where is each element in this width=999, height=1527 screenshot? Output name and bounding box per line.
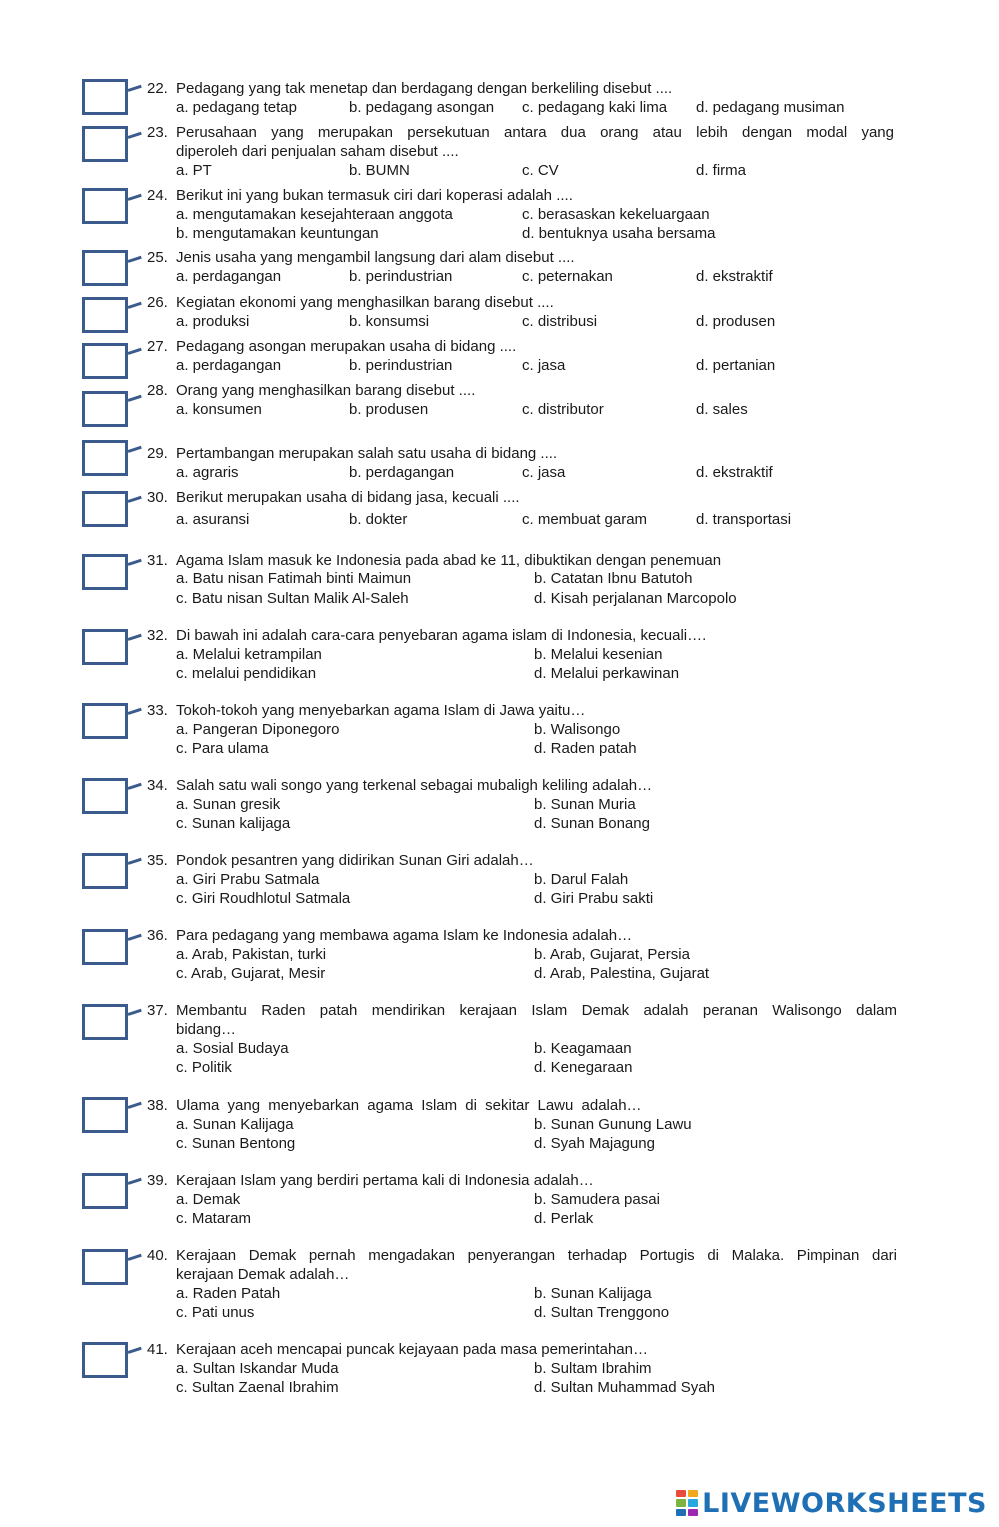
answer-box-40[interactable] [82, 1249, 128, 1285]
question-text: Berikut merupakan usaha di bidang jasa, kecuali .... [176, 489, 520, 506]
question-text: Pertambangan merupakan salah satu usaha di bidang .... [176, 445, 558, 462]
option-b: b. pedagang asongan [349, 99, 495, 116]
option-a: a. mengutamakan kesejahteraan anggota [176, 206, 453, 223]
question-text: Para pedagang yang membawa agama Islam ke Indonesia adalah… [176, 927, 633, 944]
option-d: d. Sultan Trenggono [534, 1304, 670, 1321]
question-text: Pedagang asongan merupakan usaha di bidang .... [176, 338, 517, 355]
option-d: d. firma [696, 162, 747, 179]
option-c: c. membuat garam [522, 511, 648, 528]
option-b: b. Sunan Gunung Lawu [534, 1116, 692, 1133]
option-a: a. perdagangan [176, 268, 282, 285]
answer-box-25[interactable] [82, 250, 128, 286]
liveworksheets-logo[interactable] [676, 1486, 987, 1520]
option-c: c. jasa [522, 357, 566, 374]
option-a: a. produksi [176, 313, 250, 330]
answer-box-29[interactable] [82, 440, 128, 476]
question-text: Kerajaan aceh mencapai puncak kejayaan pada masa pemerintahan… [176, 1341, 648, 1358]
option-c: c. Pati unus [176, 1304, 255, 1321]
option-c: c. Mataram [176, 1210, 252, 1227]
option-d: d. Kenegaraan [534, 1059, 633, 1076]
question-number: 36. [147, 927, 168, 944]
option-a: a. PT [176, 162, 212, 179]
option-c: c. Giri Roudhlotul Satmala [176, 890, 351, 907]
question-number: 31. [147, 552, 168, 569]
option-d: d. pertanian [696, 357, 776, 374]
option-b: b. BUMN [349, 162, 410, 179]
question-text: Jenis usaha yang mengambil langsung dari alam disebut .... [176, 249, 575, 266]
question-number: 37. [147, 1002, 168, 1019]
pointer-line [128, 708, 142, 715]
pointer-line [128, 858, 142, 865]
question-number: 26. [147, 294, 168, 311]
option-c: c. CV [522, 162, 559, 179]
pointer-line [128, 1178, 142, 1185]
option-a: a. Sultan Iskandar Muda [176, 1360, 339, 1377]
option-d: d. Raden patah [534, 740, 637, 757]
pointer-line [128, 132, 142, 139]
option-b: b. konsumsi [349, 313, 430, 330]
question-number: 27. [147, 338, 168, 355]
option-b: b. mengutamakan keuntungan [176, 225, 379, 242]
answer-box-26[interactable] [82, 297, 128, 333]
pointer-line [128, 1347, 142, 1354]
option-a: a. Arab, Pakistan, turki [176, 946, 327, 963]
question-text-cont: bidang… [176, 1021, 237, 1038]
answer-box-22[interactable] [82, 79, 128, 115]
pointer-line [128, 1009, 142, 1016]
answer-box-37[interactable] [82, 1004, 128, 1040]
answer-box-23[interactable] [82, 126, 128, 162]
option-a: a. pedagang tetap [176, 99, 297, 116]
option-a: a. perdagangan [176, 357, 282, 374]
pointer-line [128, 1254, 142, 1261]
answer-box-24[interactable] [82, 188, 128, 224]
pointer-line [128, 934, 142, 941]
option-c: c. jasa [522, 464, 566, 481]
question-text: Ulama yang menyebarkan agama Islam di sekitar Lawu adalah… [176, 1097, 642, 1114]
option-b: b. produsen [349, 401, 429, 418]
question-text: Kerajaan Islam yang berdiri pertama kali di Indonesia adalah… [176, 1172, 594, 1189]
answer-box-33[interactable] [82, 703, 128, 739]
option-d: d. Sunan Bonang [534, 815, 650, 832]
brand-name: LIVEWORKSHEETS [702, 1487, 987, 1519]
option-c: c. Arab, Gujarat, Mesir [176, 965, 326, 982]
option-a: a. Raden Patah [176, 1285, 281, 1302]
option-b: b. perdagangan [349, 464, 455, 481]
option-b: b. Sunan Muria [534, 796, 636, 813]
question-number: 39. [147, 1172, 168, 1189]
question-number: 41. [147, 1341, 168, 1358]
option-c: c. distributor [522, 401, 604, 418]
answer-box-35[interactable] [82, 853, 128, 889]
answer-box-34[interactable] [82, 778, 128, 814]
option-d: d. transportasi [696, 511, 792, 528]
option-a: a. konsumen [176, 401, 262, 418]
pointer-line [128, 496, 142, 503]
option-c: c. distribusi [522, 313, 598, 330]
question-text: Salah satu wali songo yang terkenal sebagai mubaligh keliling adalah… [176, 777, 653, 794]
question-number: 34. [147, 777, 168, 794]
option-b: b. Sunan Kalijaga [534, 1285, 652, 1302]
question-text: Kegiatan ekonomi yang menghasilkan barang disebut .... [176, 294, 554, 311]
question-text: Orang yang menghasilkan barang disebut .... [176, 382, 476, 399]
option-b: b. perindustrian [349, 357, 453, 374]
option-c: c. Para ulama [176, 740, 269, 757]
answer-box-39[interactable] [82, 1173, 128, 1209]
option-d: d. pedagang musiman [696, 99, 845, 116]
option-d: d. ekstraktif [696, 268, 773, 285]
pointer-line [128, 348, 142, 355]
option-d: d. Arab, Palestina, Gujarat [534, 965, 710, 982]
option-d: d. Giri Prabu sakti [534, 890, 654, 907]
answer-box-31[interactable] [82, 554, 128, 590]
option-c: c. Sultan Zaenal Ibrahim [176, 1379, 339, 1396]
pointer-line [128, 1102, 142, 1109]
option-a: a. Pangeran Diponegoro [176, 721, 340, 738]
question-text: Perusahaan yang merupakan persekutuan antara dua orang atau lebih dengan modal yang [176, 124, 894, 141]
question-number: 28. [147, 382, 168, 399]
answer-box-30[interactable] [82, 491, 128, 527]
option-a: a. Sunan gresik [176, 796, 281, 813]
option-b: b. Keagamaan [534, 1040, 632, 1057]
option-a: a. Sosial Budaya [176, 1040, 289, 1057]
pointer-line [128, 194, 142, 201]
option-d: d. sales [696, 401, 748, 418]
question-text: Kerajaan Demak pernah mengadakan penyerangan terhadap Portugis di Malaka. Pimpinan dari [176, 1247, 897, 1264]
question-number: 24. [147, 187, 168, 204]
answer-box-27[interactable] [82, 343, 128, 379]
pointer-line [128, 302, 142, 309]
question-text: Membantu Raden patah mendirikan kerajaan Islam Demak adalah peranan Walisongo dalam [176, 1002, 897, 1019]
option-d: d. Perlak [534, 1210, 594, 1227]
question-text: Di bawah ini adalah cara-cara penyebaran agama islam di Indonesia, kecuali…. [176, 627, 707, 644]
question-number: 30. [147, 489, 168, 506]
question-text: Pondok pesantren yang didirikan Sunan Giri adalah… [176, 852, 534, 869]
question-text: Agama Islam masuk ke Indonesia pada abad ke 11, dibuktikan dengan penemuan [176, 552, 722, 569]
option-d: d. Kisah perjalanan Marcopolo [534, 590, 737, 607]
question-text: Berikut ini yang bukan termasuk ciri dari koperasi adalah .... [176, 187, 573, 204]
pointer-line [128, 634, 142, 641]
question-text: Pedagang yang tak menetap dan berdagang dengan berkeliling disebut .... [176, 80, 673, 97]
question-number: 33. [147, 702, 168, 719]
question-text-cont: diperoleh dari penjualan saham disebut .... [176, 143, 459, 160]
option-b: b. Catatan Ibnu Batutoh [534, 570, 693, 587]
question-number: 38. [147, 1097, 168, 1114]
answer-box-28[interactable] [82, 391, 128, 427]
option-c: c. Politik [176, 1059, 232, 1076]
answer-box-32[interactable] [82, 629, 128, 665]
question-text: Tokoh-tokoh yang menyebarkan agama Islam di Jawa yaitu… [176, 702, 586, 719]
option-b: b. Samudera pasai [534, 1191, 660, 1208]
pointer-line [128, 783, 142, 790]
option-a: a. agraris [176, 464, 239, 481]
option-c: c. peternakan [522, 268, 613, 285]
option-b: b. perindustrian [349, 268, 453, 285]
option-a: a. Melalui ketrampilan [176, 646, 322, 663]
option-b: b. Sultam Ibrahim [534, 1360, 652, 1377]
option-d: d. Sultan Muhammad Syah [534, 1379, 715, 1396]
question-text-cont: kerajaan Demak adalah… [176, 1266, 350, 1283]
option-b: b. Walisongo [534, 721, 621, 738]
option-c: c. Sunan kalijaga [176, 815, 291, 832]
pointer-line [128, 446, 142, 453]
option-c: c. pedagang kaki lima [522, 99, 668, 116]
option-b: b. dokter [349, 511, 408, 528]
option-d: d. bentuknya usaha bersama [522, 225, 716, 242]
option-c: c. berasaskan kekeluargaan [522, 206, 710, 223]
option-b: b. Melalui kesenian [534, 646, 663, 663]
option-a: a. Batu nisan Fatimah binti Maimun [176, 570, 412, 587]
pointer-line [128, 256, 142, 263]
question-number: 23. [147, 124, 168, 141]
option-d: d. Melalui perkawinan [534, 665, 680, 682]
pointer-line [128, 85, 142, 92]
question-number: 29. [147, 445, 168, 462]
option-a: a. Demak [176, 1191, 241, 1208]
option-b: b. Arab, Gujarat, Persia [534, 946, 690, 963]
question-number: 35. [147, 852, 168, 869]
answer-box-36[interactable] [82, 929, 128, 965]
option-a: a. asuransi [176, 511, 250, 528]
option-b: b. Darul Falah [534, 871, 629, 888]
question-number: 22. [147, 80, 168, 97]
answer-box-41[interactable] [82, 1342, 128, 1378]
question-number: 25. [147, 249, 168, 266]
option-c: c. melalui pendidikan [176, 665, 317, 682]
pointer-line [128, 559, 142, 566]
question-number: 32. [147, 627, 168, 644]
option-a: a. Giri Prabu Satmala [176, 871, 320, 888]
option-d: d. produsen [696, 313, 776, 330]
option-c: c. Sunan Bentong [176, 1135, 296, 1152]
option-d: d. ekstraktif [696, 464, 773, 481]
answer-box-38[interactable] [82, 1097, 128, 1133]
option-d: d. Syah Majagung [534, 1135, 655, 1152]
pointer-line [128, 395, 142, 402]
question-number: 40. [147, 1247, 168, 1264]
logo-blocks-icon [676, 1490, 698, 1516]
option-a: a. Sunan Kalijaga [176, 1116, 294, 1133]
option-c: c. Batu nisan Sultan Malik Al-Saleh [176, 590, 409, 607]
